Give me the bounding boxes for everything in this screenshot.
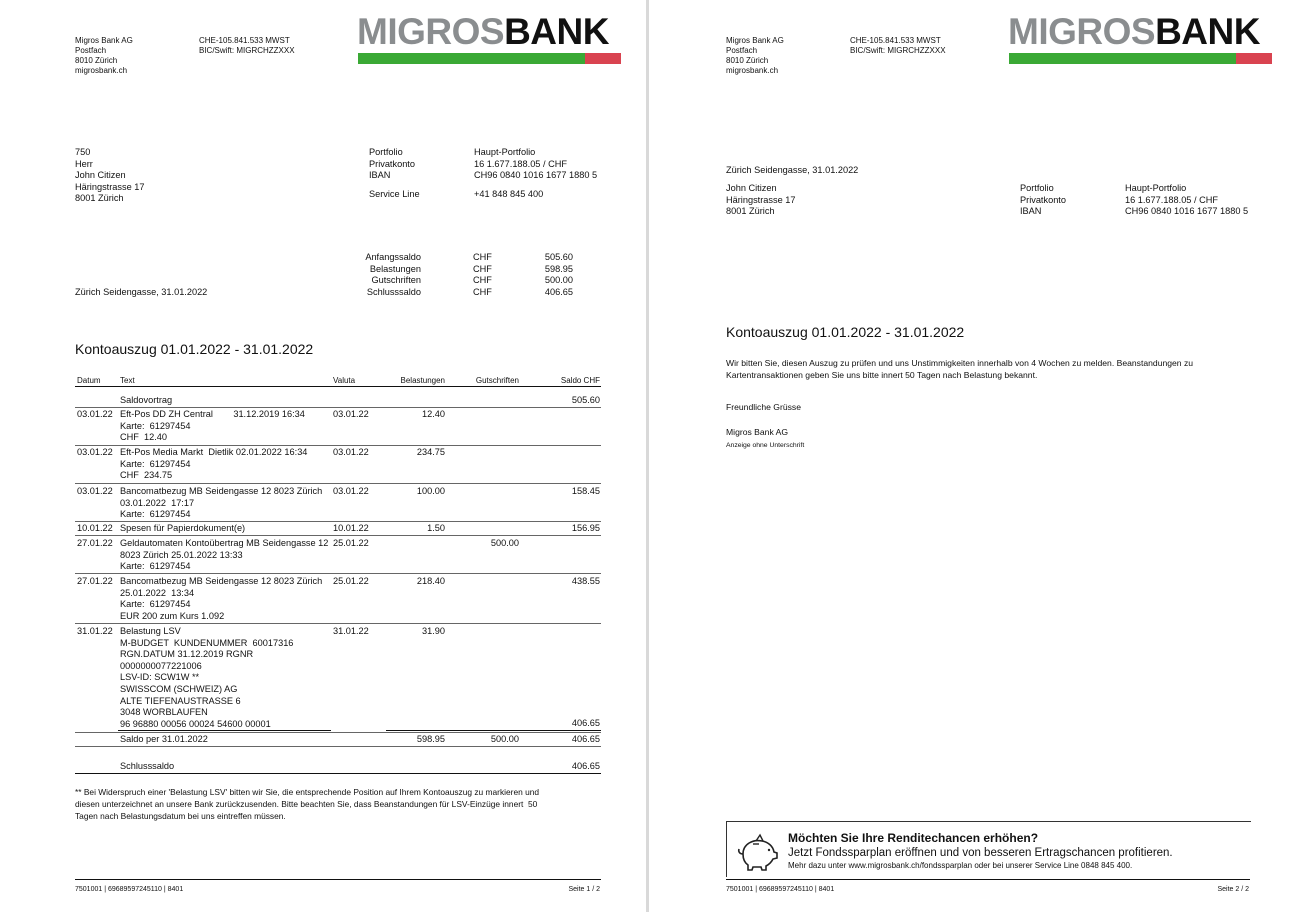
logo-bar-green (1009, 53, 1236, 64)
row-text-line: EUR 200 zum Kurs 1.092 (120, 610, 225, 621)
row-text-line: M-BUDGET KUNDENUMMER 60017316 (120, 637, 294, 648)
row-valuta: 03.01.22 (333, 486, 369, 496)
row-text-line: CHF 12.40 (120, 432, 167, 443)
col-header-balance: Saldo CHF (560, 376, 600, 385)
bank-address-line: Migros Bank AG (75, 36, 133, 45)
summary-currencies (473, 252, 492, 298)
row-debit: 100.00 (416, 486, 445, 496)
account-value: Haupt-Portfolio (1125, 183, 1187, 193)
row-divider (75, 483, 601, 484)
row-divider (75, 623, 601, 624)
logo-text-bank: BANK (504, 11, 609, 52)
row-text-line: Bancomatbezug MB Seidengasse 12 8023 Zürich (120, 486, 323, 496)
bank-registration (850, 36, 946, 56)
footer-reference: 7501001 | 69689597245110 | 8401 (75, 886, 184, 893)
summary-labels (340, 252, 421, 298)
recipient-line: 8001 Zürich (726, 206, 775, 217)
row-divider (75, 521, 601, 522)
row-text (120, 409, 305, 444)
summary-amount: 505.60 (544, 252, 573, 262)
row-text-line: Belastung LSV (120, 626, 181, 636)
bank-address-line: migrosbank.ch (75, 66, 128, 75)
summary-currency: CHF (473, 263, 492, 274)
saldo-per-balance: 406.65 (571, 734, 600, 744)
row-divider (75, 732, 601, 733)
statement-title: Kontoauszug 01.01.2022 - 31.01.2022 (75, 341, 314, 357)
row-balance: 438.55 (571, 576, 600, 586)
recipient-line: 8001 Zürich (75, 193, 124, 204)
row-text-line: Geldautomaten Kontoübertrag MB Seidengasse 12 (120, 538, 329, 548)
promo-title: Möchten Sie Ihre Renditechancen erhöhen? (788, 831, 1039, 845)
promo-subtitle: Jetzt Fondssparplan eröffnen und von besseren Ertragschancen profitieren. (788, 847, 1173, 859)
greeting: Freundliche Grüsse (726, 402, 801, 412)
footer-rule (726, 879, 1250, 880)
row-valuta: 31.01.22 (333, 626, 369, 636)
row-credit: 500.00 (490, 538, 519, 548)
logo-bar-red (1236, 53, 1272, 64)
account-label: Portfolio (1020, 183, 1054, 193)
place-date: Zürich Seidengasse, 31.01.2022 (726, 165, 859, 175)
row-balance: 158.45 (571, 486, 600, 496)
row-balance: 156.95 (571, 523, 600, 533)
row-text-line: 8023 Zürich 25.01.2022 13:33 (120, 549, 243, 560)
table-header-rule (75, 386, 601, 387)
row-date: 10.01.22 (77, 523, 113, 533)
service-line-number: +41 848 845 400 (474, 189, 544, 199)
bank-swift: BIC/Swift: MIGRCHZZXXX (199, 46, 295, 55)
statement-page-1 (0, 0, 648, 912)
page-number: Seite 1 / 2 (568, 886, 600, 893)
logo-text-migros: MIGROS (1008, 11, 1156, 52)
summary-amount: 500.00 (544, 275, 573, 286)
row-text-line: Eft-Pos DD ZH Central 31.12.2019 16:34 (120, 409, 305, 419)
logo-bar-red (585, 53, 621, 64)
row-date: 03.01.22 (77, 447, 113, 457)
row-date: 27.01.22 (77, 576, 113, 586)
row-debit: 12.40 (422, 409, 445, 419)
row-debit: 234.75 (416, 447, 445, 457)
statement-page-2 (649, 0, 1297, 912)
recipient-line: Herr (75, 158, 93, 169)
row-divider (75, 445, 601, 446)
account-info-values (1125, 183, 1248, 218)
iban-value: CH96 0840 1016 1677 1880 5 (1125, 206, 1249, 217)
row-text (120, 538, 328, 573)
row-valuta: 03.01.22 (333, 447, 369, 457)
review-notice-line: Wir bitten Sie, diesen Auszug zu prüfen und uns Unstimmigkeiten innerhalb von 4 Wochen zu melden. Beanstandungen zu (726, 358, 1194, 368)
promo-link-text[interactable]: Mehr dazu unter www.migrosbank.ch/fondssparplan oder bei unserer Service Line 0848 845 400. (788, 861, 1133, 870)
col-header-text: Text (120, 376, 135, 385)
row-text-line: ALTE TIEFENAUSTRASSE 6 (120, 695, 241, 706)
logo-color-bar (358, 53, 621, 64)
row-divider (75, 746, 601, 747)
review-notice-line: Kartentransaktionen geben Sie uns bitte innert 50 Tagen nach Belastung bekannt. (726, 370, 1038, 380)
row-debit: 31.90 (422, 626, 445, 636)
row-text-line: 3048 WORBLAUFEN (120, 707, 208, 718)
recipient-line: John Citizen (726, 183, 777, 193)
recipient-line: Häringstrasse 17 (726, 194, 796, 205)
bank-address (726, 36, 784, 76)
lsv-footnote (75, 786, 539, 822)
piggy-bank-icon (735, 832, 779, 872)
footnote-line: ** Bei Widerspruch einer 'Belastung LSV' bitten wir Sie, die entsprechende Position auf Ihrem Kontoauszug zu markieren und (75, 787, 540, 797)
recipient-address (726, 183, 795, 218)
account-value: 16 1.677.188.05 / CHF (474, 158, 567, 169)
account-label: Portfolio (369, 147, 403, 157)
row-valuta: 25.01.22 (333, 576, 369, 586)
account-info-labels (1020, 183, 1066, 218)
service-line-label: Service Line (369, 189, 420, 199)
bank-address-line: Migros Bank AG (726, 36, 784, 45)
row-text-line: Karte: 61297454 (120, 561, 191, 572)
row-text-line: CHF 234.75 (120, 470, 173, 481)
bank-vat: CHE-105.841.533 MWST (850, 36, 941, 45)
row-text-line: Karte: 61297454 (120, 509, 191, 520)
bank-address (75, 36, 133, 76)
row-divider (75, 573, 601, 574)
row-text (120, 486, 322, 521)
review-notice (726, 357, 1193, 381)
footnote-line: Tagen nach Belastungsdatum bei uns eintreffen müssen. (75, 811, 286, 821)
row-valuta: 25.01.22 (333, 538, 369, 548)
subtotal-rule-text (118, 730, 331, 731)
summary-currency: CHF (473, 252, 492, 262)
row-text-line: 96 96880 00056 00024 54600 00001 (120, 718, 271, 729)
col-header-valuta: Valuta (333, 376, 356, 385)
schlusssaldo-label: Schlusssaldo (120, 761, 175, 771)
saldo-per-debit: 598.95 (416, 734, 445, 744)
row-divider (75, 535, 601, 536)
row-text-line: 03.01.2022 17:17 (120, 497, 195, 508)
account-label: Privatkonto (369, 158, 415, 169)
row-text-line: RGN.DATUM 31.12.2019 RGNR (120, 649, 254, 660)
row-text-line: Spesen für Papierdokument(e) (120, 523, 246, 533)
row-text-line: Bancomatbezug MB Seidengasse 12 8023 Zürich (120, 576, 323, 586)
bank-address-line: 8010 Zürich (75, 56, 118, 65)
row-text (120, 626, 293, 730)
row-debit: 218.40 (416, 576, 445, 586)
summary-label: Gutschriften (371, 275, 421, 286)
account-info-values (474, 147, 597, 182)
subtotal-rule-amounts (386, 730, 601, 731)
bank-address-line: Postfach (75, 46, 107, 55)
saldovortrag-value: 505.60 (571, 395, 600, 405)
bank-registration (199, 36, 295, 56)
row-text-line: Karte: 61297454 (120, 599, 191, 610)
migros-bank-logo (1008, 12, 1260, 52)
saldo-per-credit: 500.00 (490, 734, 519, 744)
summary-label: Schlusssaldo (366, 286, 421, 297)
row-valuta: 03.01.22 (333, 409, 369, 419)
col-header-credit: Gutschriften (475, 376, 519, 385)
logo-text-migros: MIGROS (357, 11, 505, 52)
account-label: IBAN (1020, 206, 1042, 217)
row-text (120, 576, 322, 622)
bank-address-line: migrosbank.ch (726, 66, 779, 75)
summary-amount: 598.95 (544, 263, 573, 274)
saldo-per-label: Saldo per 31.01.2022 (120, 734, 208, 744)
page-number: Seite 2 / 2 (1217, 886, 1249, 893)
row-date: 03.01.22 (77, 409, 113, 419)
row-text-line: SWISSCOM (SCHWEIZ) AG (120, 683, 238, 694)
account-label: IBAN (369, 170, 391, 181)
recipient-line: 750 (75, 147, 91, 157)
migros-bank-logo (357, 12, 609, 52)
logo-color-bar (1009, 53, 1272, 64)
row-valuta: 10.01.22 (333, 523, 369, 533)
footnote-line: diesen unterzeichnet an unsere Bank zurückzusenden. Bitte beachten Sie, dass Beanstandungen für LSV-Einzüge innert 50 (75, 799, 538, 809)
statement-title: Kontoauszug 01.01.2022 - 31.01.2022 (726, 324, 965, 340)
summary-currency: CHF (473, 286, 492, 297)
place-date: Zürich Seidengasse, 31.01.2022 (75, 287, 208, 297)
row-text-line: 0000000077221006 (120, 660, 202, 671)
summary-currency: CHF (473, 275, 492, 286)
logo-text-bank: BANK (1155, 11, 1260, 52)
row-date: 03.01.22 (77, 486, 113, 496)
footer-reference: 7501001 | 69689597245110 | 8401 (726, 886, 835, 893)
footer-rule (75, 879, 601, 880)
summary-amount: 406.65 (544, 286, 573, 297)
summary-amounts (520, 252, 573, 298)
bank-address-line: Postfach (726, 46, 758, 55)
bank-swift: BIC/Swift: MIGRCHZZXXX (850, 46, 946, 55)
bank-vat: CHE-105.841.533 MWST (199, 36, 290, 45)
row-text (120, 447, 307, 482)
table-bottom-rule (75, 773, 601, 774)
recipient-address (75, 147, 144, 205)
row-date: 27.01.22 (77, 538, 113, 548)
row-text-line: Karte: 61297454 (120, 458, 191, 469)
schlusssaldo-value: 406.65 (571, 761, 600, 771)
col-header-debit: Belastungen (400, 376, 445, 385)
summary-label: Belastungen (369, 263, 421, 274)
signature-note: Anzeige ohne Unterschrift (726, 442, 805, 449)
recipient-line: Häringstrasse 17 (75, 181, 145, 192)
account-info-labels (369, 147, 415, 182)
iban-value: CH96 0840 1016 1677 1880 5 (474, 170, 598, 181)
bank-address-line: 8010 Zürich (726, 56, 769, 65)
logo-bar-green (358, 53, 585, 64)
signature-company: Migros Bank AG (726, 427, 789, 437)
row-text-line: Karte: 61297454 (120, 420, 191, 431)
row-divider (75, 407, 601, 408)
row-text-line: Eft-Pos Media Markt Dietlik 02.01.2022 16:34 (120, 447, 308, 457)
account-value: Haupt-Portfolio (474, 147, 536, 157)
row-balance: 406.65 (571, 718, 600, 728)
recipient-line: John Citizen (75, 170, 126, 181)
row-text-line: LSV-ID: SCW1W ** (120, 672, 200, 683)
col-header-date: Datum (77, 376, 101, 385)
account-value: 16 1.677.188.05 / CHF (1125, 194, 1218, 205)
saldovortrag-label: Saldovortrag (120, 395, 173, 405)
row-debit: 1.50 (427, 523, 445, 533)
account-label: Privatkonto (1020, 194, 1066, 205)
summary-label: Anfangssaldo (365, 252, 421, 262)
row-text-line: 25.01.2022 13:34 (120, 587, 195, 598)
row-text (120, 523, 245, 535)
row-date: 31.01.22 (77, 626, 113, 636)
